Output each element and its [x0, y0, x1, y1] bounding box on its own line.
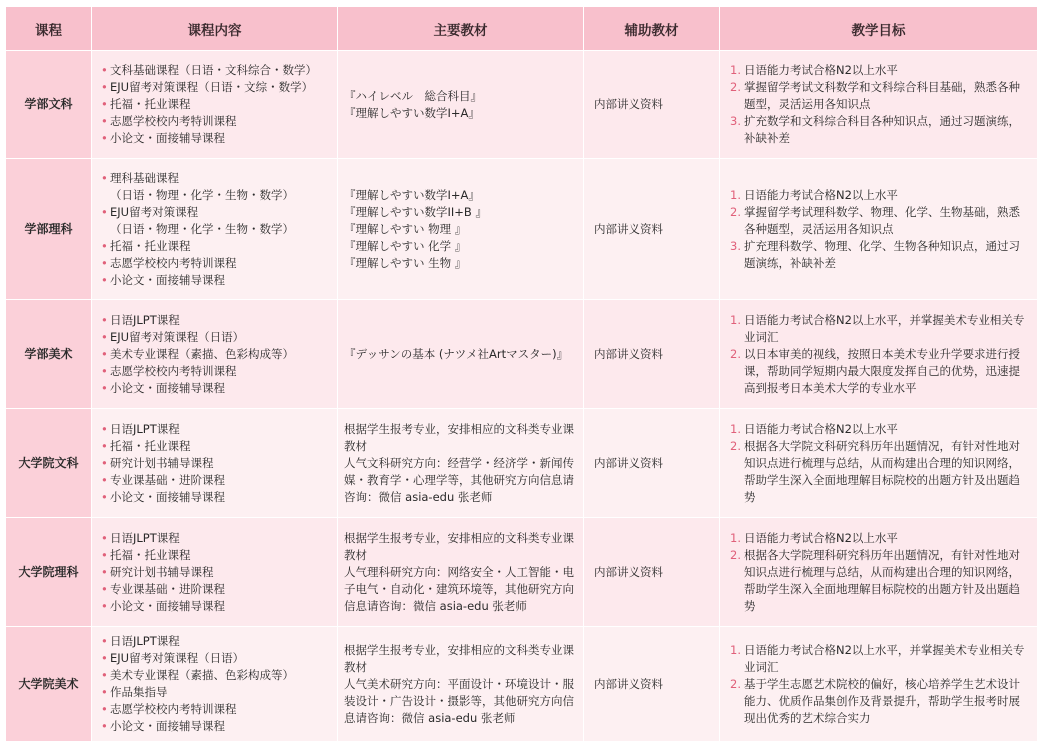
goal-item: 3. 扩充理科数学、物理、化学、生物各种知识点，通过习题演练，补缺补差	[730, 238, 1020, 270]
goal-item: 1. 日语能力考试合格N2以上水平	[730, 421, 898, 436]
course-name: 学部文科	[6, 51, 92, 159]
material-item: 『理解しやすい数学I+A』	[344, 105, 480, 120]
teaching-goals	[720, 159, 1038, 300]
content-item: • 托福・托业课程	[110, 438, 331, 455]
content-item: • 小论文・面接辅导课程	[110, 130, 331, 147]
table-row	[6, 409, 1038, 518]
main-materials	[338, 627, 584, 742]
content-item: • 美术专业课程（素描、色彩构成等）	[110, 346, 331, 363]
content-item: • 小论文・面接辅导课程	[110, 489, 331, 506]
table-row	[6, 159, 1038, 300]
main-materials	[338, 518, 584, 627]
header-aux-materials: 辅助教材	[584, 7, 720, 51]
teaching-goals	[720, 627, 1038, 742]
content-item: • 托福・托业课程	[110, 238, 331, 255]
course-content	[92, 518, 338, 627]
aux-materials: 内部讲义资料	[584, 300, 720, 409]
content-item: • 志愿学校校内考特训课程	[110, 255, 331, 272]
content-item: • 文科基础课程（日语・文科综合・数学）	[110, 62, 331, 79]
content-item: • 志愿学校校内考特训课程	[110, 701, 331, 718]
material-item: 『デッサンの基本 (ナツメ社Artマスター)』	[344, 346, 569, 361]
content-item: • 托福・托业课程	[110, 96, 331, 113]
content-item: • 托福・托业课程	[110, 547, 331, 564]
material-item: 『理解しやすい 物理 』	[344, 221, 467, 236]
content-item: • 专业课基础・进阶课程	[110, 581, 331, 598]
goal-item: 2. 掌握留学考试理科数学、物理、化学、生物基础，熟悉各种题型，灵活运用各知识点	[730, 204, 1020, 236]
material-item: 『ハイレベル 総合科目』	[344, 88, 482, 103]
content-item: • 研究计划书辅导课程	[110, 455, 331, 472]
content-item: • EJU留考对策课程（日语）	[110, 329, 331, 346]
table-row	[6, 51, 1038, 159]
content-item: • 小论文・面接辅导课程	[110, 380, 331, 397]
header-course: 课程	[6, 7, 92, 51]
content-item: （日语・物理・化学・生物・数学）	[110, 221, 294, 236]
goal-item: 1. 日语能力考试合格N2以上水平	[730, 530, 898, 545]
course-content	[92, 409, 338, 518]
course-content	[92, 51, 338, 159]
content-item: • 小论文・面接辅导课程	[110, 718, 331, 735]
teaching-goals	[720, 300, 1038, 409]
table-row	[6, 518, 1038, 627]
main-materials	[338, 159, 584, 300]
content-item: • EJU留考对策课程（日语・文综・数学）	[110, 79, 331, 96]
goal-item: 1. 日语能力考试合格N2以上水平	[730, 187, 898, 202]
table-row	[6, 300, 1038, 409]
content-item: • 日语JLPT课程	[110, 312, 331, 329]
course-name: 大学院文科	[6, 409, 92, 518]
content-item: • 日语JLPT课程	[110, 530, 331, 547]
course-name: 大学院理科	[6, 518, 92, 627]
material-item: 『理解しやすい数学I+A』	[344, 187, 480, 202]
aux-materials: 内部讲义资料	[584, 159, 720, 300]
content-item: • 日语JLPT课程	[110, 421, 331, 438]
content-item: • 志愿学校校内考特训课程	[110, 363, 331, 380]
aux-materials: 内部讲义资料	[584, 409, 720, 518]
header-goals: 教学目标	[720, 7, 1038, 51]
course-name: 学部理科	[6, 159, 92, 300]
teaching-goals	[720, 409, 1038, 518]
goal-item: 2. 以日本审美的视线，按照日本美术专业升学要求进行授课，帮助同学短期内最大限度发挥自己的优势，迅速提高到报考日本美术大学的专业水平	[730, 346, 1020, 395]
content-item: • 日语JLPT课程	[110, 633, 331, 650]
course-name: 学部美术	[6, 300, 92, 409]
header-content: 课程内容	[92, 7, 338, 51]
content-item: • 作品集指导	[110, 684, 331, 701]
course-name: 大学院美术	[6, 627, 92, 742]
course-content	[92, 627, 338, 742]
main-materials	[338, 300, 584, 409]
goal-item: 1. 日语能力考试合格N2以上水平，并掌握美术专业相关专业词汇	[730, 642, 1025, 674]
goal-item: 1. 日语能力考试合格N2以上水平	[730, 63, 898, 77]
content-item: • 小论文・面接辅导课程	[110, 598, 331, 615]
content-item: • 志愿学校校内考特训课程	[110, 113, 331, 130]
material-item: 根据学生报考专业，安排相应的文科类专业课教材	[344, 530, 574, 562]
goal-item: 2. 根据各大学院理科研究科历年出题情况，有针对性地对知识点进行梳理与总结，从而构建出合理的知识网络，帮助学生深入全面地理解目标院校的出题方针及出题趋势	[730, 547, 1020, 613]
material-item: 人气美术研究方向：平面设计・环境设计・服装设计・广告设计・摄影等，其他研究方向信息请咨询：微信 asia-edu 张老师	[344, 676, 574, 725]
material-item: 根据学生报考专业，安排相应的文科类专业课教材	[344, 421, 574, 453]
course-content	[92, 300, 338, 409]
material-item: 『理解しやすい 化学 』	[344, 238, 467, 253]
material-item: 『理解しやすい数学II+B 』	[344, 204, 487, 219]
content-item: • 美术专业课程（素描、色彩构成等）	[110, 667, 331, 684]
curriculum-table	[5, 6, 1038, 742]
main-materials	[338, 409, 584, 518]
content-item: • EJU留考对策课程	[110, 204, 331, 221]
header-main-materials: 主要教材	[338, 7, 584, 51]
content-item: （日语・物理・化学・生物・数学）	[110, 187, 294, 202]
content-item: • 专业课基础・进阶课程	[110, 472, 331, 489]
content-item: • EJU留考对策课程（日语）	[110, 650, 331, 667]
teaching-goals	[720, 518, 1038, 627]
aux-materials: 内部讲义资料	[584, 627, 720, 742]
course-content	[92, 159, 338, 300]
material-item: 人气文科研究方向：经营学・经济学・新闻传媒・教育学・心理学等，其他研究方向信息请咨询：微信 asia-edu 张老师	[344, 455, 574, 504]
material-item: 人气理科研究方向：网络安全・人工智能・电子电气・自动化・建筑环境等，其他研究方向信息请咨询：微信 asia-edu 张老师	[344, 564, 574, 613]
main-materials	[338, 51, 584, 159]
table-row	[6, 627, 1038, 742]
goal-item: 2. 掌握留学考试文科数学和文科综合科目基础，熟悉各种题型，灵活运用各知识点	[730, 80, 1020, 111]
content-item: • 小论文・面接辅导课程	[110, 272, 331, 289]
material-item: 根据学生报考专业，安排相应的文科类专业课教材	[344, 642, 574, 674]
teaching-goals	[720, 51, 1038, 159]
header-row	[6, 7, 1038, 51]
goal-item: 3. 扩充数学和文科综合科目各种知识点，通过习题演练，补缺补差	[730, 114, 1020, 145]
content-item: • 研究计划书辅导课程	[110, 564, 331, 581]
aux-materials: 内部讲义资料	[584, 51, 720, 159]
goal-item: 2. 根据各大学院文科研究科历年出题情况，有针对性地对知识点进行梳理与总结，从而构建出合理的知识网络，帮助学生深入全面地理解目标院校的出题方针及出题趋势	[730, 438, 1020, 504]
goal-item: 2. 基于学生志愿艺术院校的偏好，核心培养学生艺术设计能力、优质作品集创作及背景提升，帮助学生报考时展现出优秀的艺术综合实力	[730, 676, 1020, 725]
goal-item: 1. 日语能力考试合格N2以上水平，并掌握美术专业相关专业词汇	[730, 312, 1025, 344]
material-item: 『理解しやすい 生物 』	[344, 255, 467, 270]
content-item: • 理科基础课程	[110, 170, 331, 187]
aux-materials: 内部讲义资料	[584, 518, 720, 627]
